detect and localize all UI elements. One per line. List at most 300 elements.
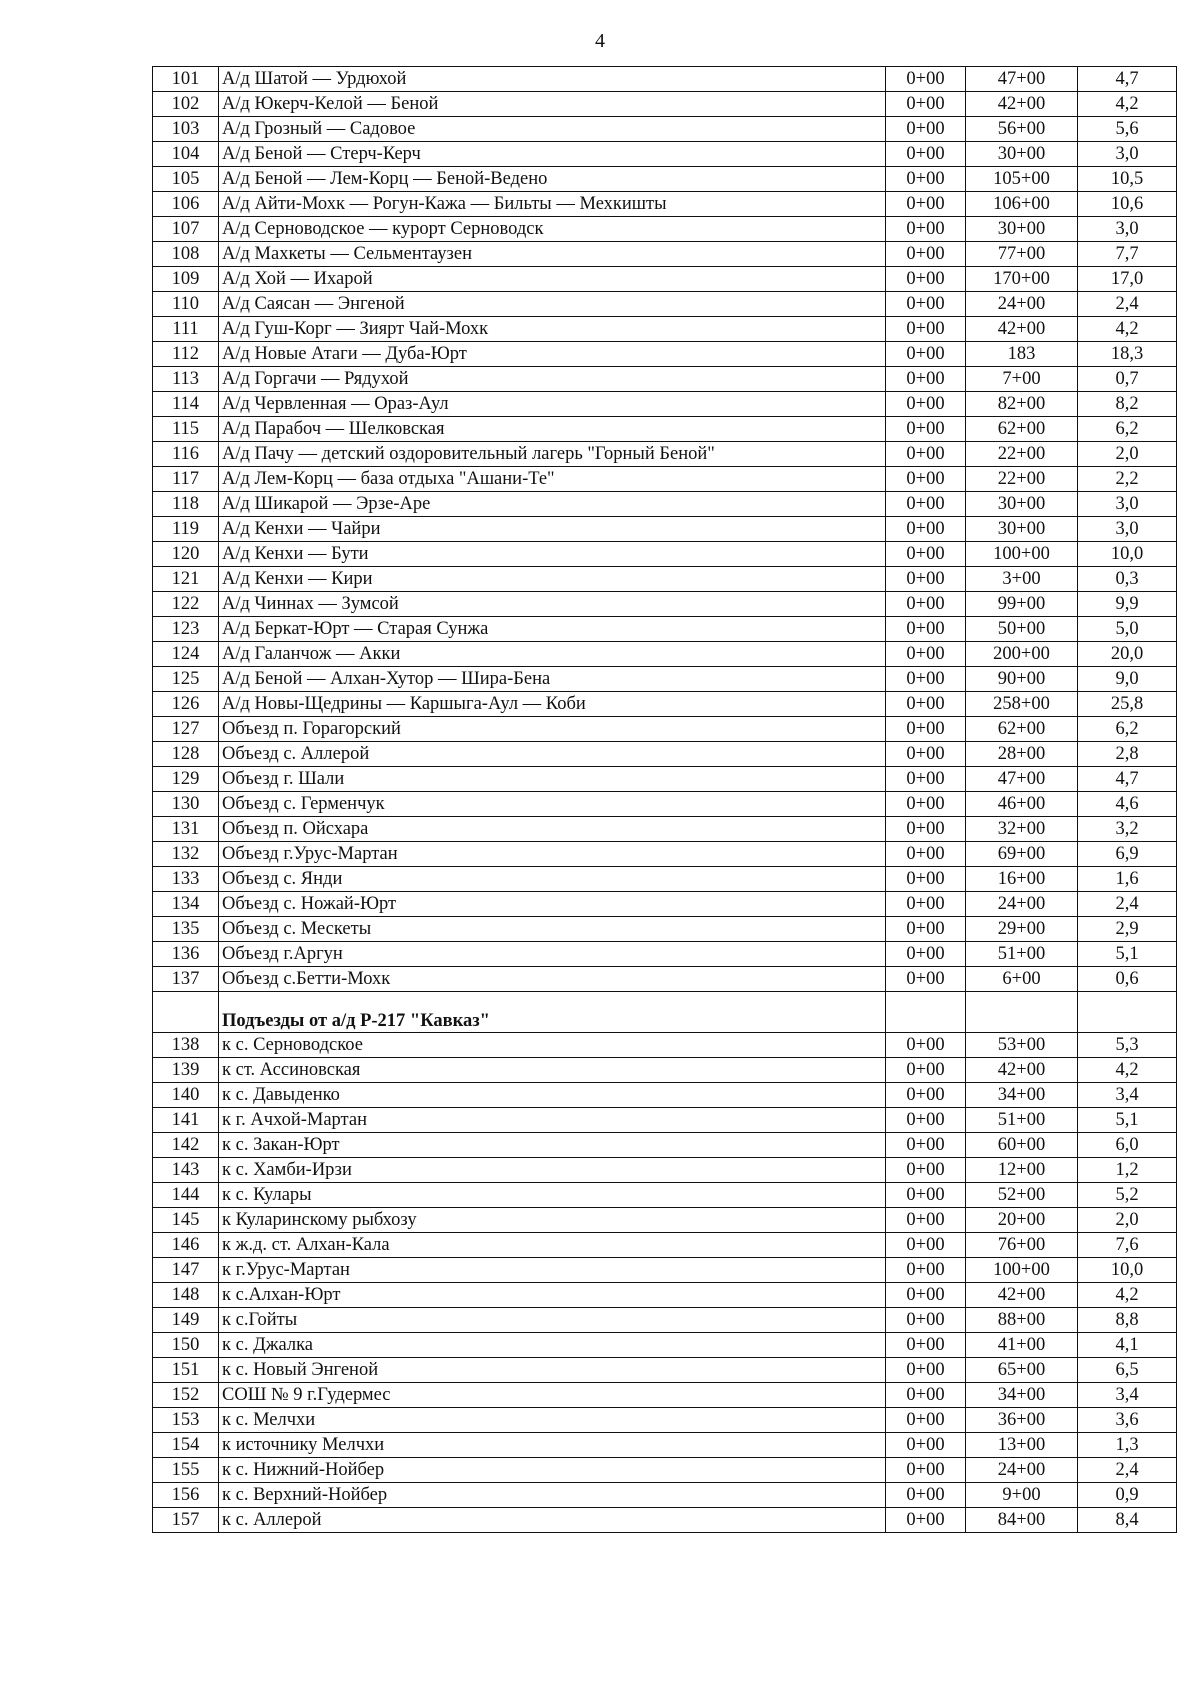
start-km: 0+00 <box>886 592 966 617</box>
table-row <box>153 1308 1177 1333</box>
length-km: 3,0 <box>1078 517 1177 542</box>
end-km: 13+00 <box>966 1433 1078 1458</box>
row-number: 116 <box>153 442 219 467</box>
start-km: 0+00 <box>886 517 966 542</box>
start-km: 0+00 <box>886 667 966 692</box>
length-km: 3,4 <box>1078 1083 1177 1108</box>
start-km: 0+00 <box>886 742 966 767</box>
table-row <box>153 1258 1177 1283</box>
start-km: 0+00 <box>886 617 966 642</box>
road-name: А/д Шикарой — Эрзе-Аре <box>219 492 886 517</box>
road-name: к с.Алхан-Юрт <box>219 1283 886 1308</box>
row-number: 127 <box>153 717 219 742</box>
length-km: 2,2 <box>1078 467 1177 492</box>
start-km: 0+00 <box>886 367 966 392</box>
table-row <box>153 1483 1177 1508</box>
table-row <box>153 92 1177 117</box>
start-km: 0+00 <box>886 1133 966 1158</box>
row-number: 112 <box>153 342 219 367</box>
row-number: 146 <box>153 1233 219 1258</box>
end-km: 42+00 <box>966 317 1078 342</box>
end-km: 60+00 <box>966 1133 1078 1158</box>
length-km: 17,0 <box>1078 267 1177 292</box>
length-km: 2,4 <box>1078 892 1177 917</box>
road-name: к с. Новый Энгеной <box>219 1358 886 1383</box>
row-number: 101 <box>153 67 219 92</box>
start-km: 0+00 <box>886 817 966 842</box>
end-km: 9+00 <box>966 1483 1078 1508</box>
road-name: Объезд п. Горагорский <box>219 717 886 742</box>
road-name: к с. Мелчхи <box>219 1408 886 1433</box>
row-number: 125 <box>153 667 219 692</box>
section-length-cell <box>1078 992 1177 1033</box>
start-km: 0+00 <box>886 167 966 192</box>
end-km: 100+00 <box>966 1258 1078 1283</box>
row-number: 121 <box>153 567 219 592</box>
table-row <box>153 1033 1177 1058</box>
start-km: 0+00 <box>886 192 966 217</box>
end-km: 51+00 <box>966 942 1078 967</box>
end-km: 22+00 <box>966 467 1078 492</box>
row-number: 110 <box>153 292 219 317</box>
section-title: Подъезды от а/д Р-217 "Кавказ" <box>219 992 886 1033</box>
table-row <box>153 1433 1177 1458</box>
table-row <box>153 117 1177 142</box>
start-km: 0+00 <box>886 1433 966 1458</box>
length-km: 0,3 <box>1078 567 1177 592</box>
section-header <box>153 992 1177 1033</box>
road-name: А/д Чиннах — Зумсой <box>219 592 886 617</box>
length-km: 5,3 <box>1078 1033 1177 1058</box>
length-km: 10,0 <box>1078 542 1177 567</box>
table-row <box>153 492 1177 517</box>
start-km: 0+00 <box>886 642 966 667</box>
row-number: 137 <box>153 967 219 992</box>
length-km: 5,6 <box>1078 117 1177 142</box>
length-km: 2,4 <box>1078 1458 1177 1483</box>
length-km: 1,3 <box>1078 1433 1177 1458</box>
length-km: 7,7 <box>1078 242 1177 267</box>
road-name: к ж.д. ст. Алхан-Кала <box>219 1233 886 1258</box>
row-number: 105 <box>153 167 219 192</box>
road-name: к с. Давыденко <box>219 1083 886 1108</box>
end-km: 16+00 <box>966 867 1078 892</box>
row-number: 154 <box>153 1433 219 1458</box>
row-number: 113 <box>153 367 219 392</box>
end-km: 24+00 <box>966 292 1078 317</box>
table-row <box>153 567 1177 592</box>
table-row <box>153 542 1177 567</box>
table-row <box>153 617 1177 642</box>
row-number: 133 <box>153 867 219 892</box>
length-km: 3,0 <box>1078 217 1177 242</box>
start-km: 0+00 <box>886 1358 966 1383</box>
length-km: 4,2 <box>1078 317 1177 342</box>
row-number: 136 <box>153 942 219 967</box>
length-km: 4,1 <box>1078 1333 1177 1358</box>
end-km: 46+00 <box>966 792 1078 817</box>
end-km: 28+00 <box>966 742 1078 767</box>
row-number: 118 <box>153 492 219 517</box>
end-km: 76+00 <box>966 1233 1078 1258</box>
end-km: 42+00 <box>966 1058 1078 1083</box>
end-km: 84+00 <box>966 1508 1078 1533</box>
end-km: 100+00 <box>966 542 1078 567</box>
road-name: к с. Закан-Юрт <box>219 1133 886 1158</box>
row-number: 135 <box>153 917 219 942</box>
start-km: 0+00 <box>886 792 966 817</box>
road-name: А/д Кенхи — Кири <box>219 567 886 592</box>
table-row <box>153 367 1177 392</box>
road-name: А/д Горгачи — Рядухой <box>219 367 886 392</box>
start-km: 0+00 <box>886 567 966 592</box>
row-number: 103 <box>153 117 219 142</box>
length-km: 10,0 <box>1078 1258 1177 1283</box>
road-name: Объезд г.Урус-Мартан <box>219 842 886 867</box>
length-km: 10,5 <box>1078 167 1177 192</box>
start-km: 0+00 <box>886 1283 966 1308</box>
row-number: 144 <box>153 1183 219 1208</box>
row-number: 141 <box>153 1108 219 1133</box>
length-km: 0,9 <box>1078 1483 1177 1508</box>
length-km: 3,2 <box>1078 817 1177 842</box>
length-km: 8,2 <box>1078 392 1177 417</box>
road-name: Объезд с. Ножай-Юрт <box>219 892 886 917</box>
table-row <box>153 667 1177 692</box>
end-km: 30+00 <box>966 217 1078 242</box>
start-km: 0+00 <box>886 942 966 967</box>
row-number: 109 <box>153 267 219 292</box>
length-km: 8,4 <box>1078 1508 1177 1533</box>
row-number: 134 <box>153 892 219 917</box>
table-row <box>153 867 1177 892</box>
row-number: 114 <box>153 392 219 417</box>
start-km: 0+00 <box>886 317 966 342</box>
row-number: 140 <box>153 1083 219 1108</box>
end-km: 12+00 <box>966 1158 1078 1183</box>
row-number: 138 <box>153 1033 219 1058</box>
start-km: 0+00 <box>886 1258 966 1283</box>
road-name: А/д Серноводское — курорт Серноводск <box>219 217 886 242</box>
start-km: 0+00 <box>886 267 966 292</box>
length-km: 10,6 <box>1078 192 1177 217</box>
length-km: 2,0 <box>1078 1208 1177 1233</box>
start-km: 0+00 <box>886 692 966 717</box>
table-row <box>153 767 1177 792</box>
table-row <box>153 592 1177 617</box>
roads-table <box>152 66 1177 1533</box>
row-number: 149 <box>153 1308 219 1333</box>
end-km: 82+00 <box>966 392 1078 417</box>
length-km: 6,5 <box>1078 1358 1177 1383</box>
table-row <box>153 467 1177 492</box>
road-name: Объезд г. Шали <box>219 767 886 792</box>
table-row <box>153 1058 1177 1083</box>
start-km: 0+00 <box>886 392 966 417</box>
length-km: 3,0 <box>1078 492 1177 517</box>
start-km: 0+00 <box>886 217 966 242</box>
length-km: 18,3 <box>1078 342 1177 367</box>
length-km: 3,0 <box>1078 142 1177 167</box>
length-km: 4,7 <box>1078 767 1177 792</box>
road-name: к с. Нижний-Нойбер <box>219 1458 886 1483</box>
table-row <box>153 1108 1177 1133</box>
road-name: к с. Серноводское <box>219 1033 886 1058</box>
start-km: 0+00 <box>886 1183 966 1208</box>
end-km: 62+00 <box>966 417 1078 442</box>
table-row <box>153 842 1177 867</box>
roads-table-body-b <box>153 1033 1177 1533</box>
road-name: А/д Айти-Мохк — Рогун-Кажа — Бильты — Мехкишты <box>219 192 886 217</box>
section-end-cell <box>966 992 1078 1033</box>
table-row <box>153 642 1177 667</box>
row-number: 120 <box>153 542 219 567</box>
row-number: 104 <box>153 142 219 167</box>
road-name: А/д Махкеты — Сельментаузен <box>219 242 886 267</box>
end-km: 65+00 <box>966 1358 1078 1383</box>
end-km: 69+00 <box>966 842 1078 867</box>
start-km: 0+00 <box>886 1383 966 1408</box>
table-row <box>153 692 1177 717</box>
row-number: 145 <box>153 1208 219 1233</box>
length-km: 6,2 <box>1078 717 1177 742</box>
row-number: 148 <box>153 1283 219 1308</box>
road-name: А/д Кенхи — Чайри <box>219 517 886 542</box>
length-km: 5,0 <box>1078 617 1177 642</box>
road-name: к с. Джалка <box>219 1333 886 1358</box>
start-km: 0+00 <box>886 542 966 567</box>
row-number: 139 <box>153 1058 219 1083</box>
table-row <box>153 317 1177 342</box>
end-km: 51+00 <box>966 1108 1078 1133</box>
table-row <box>153 1408 1177 1433</box>
row-number: 131 <box>153 817 219 842</box>
end-km: 41+00 <box>966 1333 1078 1358</box>
road-name: А/д Новы-Щедрины — Каршыга-Аул — Коби <box>219 692 886 717</box>
start-km: 0+00 <box>886 142 966 167</box>
table-row <box>153 1283 1177 1308</box>
row-number: 150 <box>153 1333 219 1358</box>
end-km: 42+00 <box>966 1283 1078 1308</box>
row-number: 130 <box>153 792 219 817</box>
section-row <box>153 992 1177 1033</box>
start-km: 0+00 <box>886 1033 966 1058</box>
table-row <box>153 267 1177 292</box>
end-km: 34+00 <box>966 1083 1078 1108</box>
length-km: 2,9 <box>1078 917 1177 942</box>
end-km: 53+00 <box>966 1033 1078 1058</box>
row-number: 155 <box>153 1458 219 1483</box>
road-name: к Куларинскому рыбхозу <box>219 1208 886 1233</box>
road-name: Объезд с. Янди <box>219 867 886 892</box>
length-km: 25,8 <box>1078 692 1177 717</box>
length-km: 4,2 <box>1078 1058 1177 1083</box>
start-km: 0+00 <box>886 967 966 992</box>
road-name: А/д Грозный — Садовое <box>219 117 886 142</box>
length-km: 4,2 <box>1078 92 1177 117</box>
start-km: 0+00 <box>886 292 966 317</box>
road-name: Объезд п. Ойсхара <box>219 817 886 842</box>
road-name: к с. Хамби-Ирзи <box>219 1158 886 1183</box>
table-row <box>153 1233 1177 1258</box>
end-km: 52+00 <box>966 1183 1078 1208</box>
length-km: 5,2 <box>1078 1183 1177 1208</box>
length-km: 3,4 <box>1078 1383 1177 1408</box>
road-name: А/д Пачу — детский оздоровительный лагерь "Горный Беной" <box>219 442 886 467</box>
start-km: 0+00 <box>886 1233 966 1258</box>
end-km: 62+00 <box>966 717 1078 742</box>
road-name: к г. Ачхой-Мартан <box>219 1108 886 1133</box>
start-km: 0+00 <box>886 1058 966 1083</box>
start-km: 0+00 <box>886 467 966 492</box>
table-row <box>153 942 1177 967</box>
table-row <box>153 1508 1177 1533</box>
table-row <box>153 1383 1177 1408</box>
road-name: СОШ № 9 г.Гудермес <box>219 1383 886 1408</box>
length-km: 8,8 <box>1078 1308 1177 1333</box>
table-row <box>153 442 1177 467</box>
end-km: 50+00 <box>966 617 1078 642</box>
table-row <box>153 192 1177 217</box>
start-km: 0+00 <box>886 92 966 117</box>
table-row <box>153 142 1177 167</box>
row-number: 156 <box>153 1483 219 1508</box>
row-number: 117 <box>153 467 219 492</box>
start-km: 0+00 <box>886 242 966 267</box>
start-km: 0+00 <box>886 1408 966 1433</box>
start-km: 0+00 <box>886 1108 966 1133</box>
start-km: 0+00 <box>886 1458 966 1483</box>
row-number: 132 <box>153 842 219 867</box>
end-km: 24+00 <box>966 1458 1078 1483</box>
table-row <box>153 792 1177 817</box>
length-km: 5,1 <box>1078 942 1177 967</box>
end-km: 170+00 <box>966 267 1078 292</box>
end-km: 47+00 <box>966 67 1078 92</box>
road-name: А/д Лем-Корц — база отдыха "Ашани-Те" <box>219 467 886 492</box>
row-number: 151 <box>153 1358 219 1383</box>
table-row <box>153 167 1177 192</box>
road-name: А/д Беной — Стерч-Керч <box>219 142 886 167</box>
start-km: 0+00 <box>886 1483 966 1508</box>
road-name: к с. Верхний-Нойбер <box>219 1483 886 1508</box>
table-row <box>153 242 1177 267</box>
length-km: 6,2 <box>1078 417 1177 442</box>
length-km: 2,8 <box>1078 742 1177 767</box>
end-km: 30+00 <box>966 142 1078 167</box>
road-name: А/д Беркат-Юрт — Старая Сунжа <box>219 617 886 642</box>
length-km: 9,9 <box>1078 592 1177 617</box>
road-name: к ст. Ассиновская <box>219 1058 886 1083</box>
start-km: 0+00 <box>886 492 966 517</box>
end-km: 200+00 <box>966 642 1078 667</box>
end-km: 3+00 <box>966 567 1078 592</box>
table-row <box>153 1183 1177 1208</box>
start-km: 0+00 <box>886 1333 966 1358</box>
row-number: 107 <box>153 217 219 242</box>
table-row <box>153 1333 1177 1358</box>
table-row <box>153 917 1177 942</box>
length-km: 3,6 <box>1078 1408 1177 1433</box>
row-number: 128 <box>153 742 219 767</box>
table-row <box>153 1083 1177 1108</box>
end-km: 30+00 <box>966 492 1078 517</box>
road-name: к с. Аллерой <box>219 1508 886 1533</box>
end-km: 56+00 <box>966 117 1078 142</box>
length-km: 0,7 <box>1078 367 1177 392</box>
end-km: 7+00 <box>966 367 1078 392</box>
end-km: 88+00 <box>966 1308 1078 1333</box>
start-km: 0+00 <box>886 1308 966 1333</box>
road-name: к г.Урус-Мартан <box>219 1258 886 1283</box>
start-km: 0+00 <box>886 442 966 467</box>
end-km: 20+00 <box>966 1208 1078 1233</box>
table-row <box>153 742 1177 767</box>
road-name: А/д Галанчож — Акки <box>219 642 886 667</box>
road-name: А/д Гуш-Корг — Зиярт Чай-Мохк <box>219 317 886 342</box>
length-km: 0,6 <box>1078 967 1177 992</box>
end-km: 24+00 <box>966 892 1078 917</box>
table-row <box>153 1358 1177 1383</box>
row-number: 102 <box>153 92 219 117</box>
row-number: 157 <box>153 1508 219 1533</box>
length-km: 9,0 <box>1078 667 1177 692</box>
table-row <box>153 392 1177 417</box>
end-km: 183 <box>966 342 1078 367</box>
start-km: 0+00 <box>886 1508 966 1533</box>
road-name: Объезд г.Аргун <box>219 942 886 967</box>
start-km: 0+00 <box>886 867 966 892</box>
end-km: 29+00 <box>966 917 1078 942</box>
end-km: 105+00 <box>966 167 1078 192</box>
start-km: 0+00 <box>886 842 966 867</box>
length-km: 20,0 <box>1078 642 1177 667</box>
start-km: 0+00 <box>886 892 966 917</box>
road-name: Объезд с. Герменчук <box>219 792 886 817</box>
row-number: 126 <box>153 692 219 717</box>
table-row <box>153 1458 1177 1483</box>
length-km: 4,2 <box>1078 1283 1177 1308</box>
table-row <box>153 717 1177 742</box>
end-km: 22+00 <box>966 442 1078 467</box>
road-name: А/д Хой — Ихарой <box>219 267 886 292</box>
row-number: 119 <box>153 517 219 542</box>
row-number: 115 <box>153 417 219 442</box>
start-km: 0+00 <box>886 342 966 367</box>
row-number: 108 <box>153 242 219 267</box>
row-number: 111 <box>153 317 219 342</box>
row-number: 152 <box>153 1383 219 1408</box>
length-km: 6,0 <box>1078 1133 1177 1158</box>
start-km: 0+00 <box>886 117 966 142</box>
row-number: 122 <box>153 592 219 617</box>
end-km: 90+00 <box>966 667 1078 692</box>
road-name: А/д Беной — Алхан-Хутор — Шира-Бена <box>219 667 886 692</box>
length-km: 2,0 <box>1078 442 1177 467</box>
table-row <box>153 517 1177 542</box>
page-number: 4 <box>595 30 605 52</box>
length-km: 4,7 <box>1078 67 1177 92</box>
road-name: к с. Кулары <box>219 1183 886 1208</box>
length-km: 6,9 <box>1078 842 1177 867</box>
table-row <box>153 1133 1177 1158</box>
start-km: 0+00 <box>886 417 966 442</box>
table-row <box>153 817 1177 842</box>
section-num-cell <box>153 992 219 1033</box>
end-km: 106+00 <box>966 192 1078 217</box>
road-name: Объезд с.Бетти-Мохк <box>219 967 886 992</box>
length-km: 1,2 <box>1078 1158 1177 1183</box>
